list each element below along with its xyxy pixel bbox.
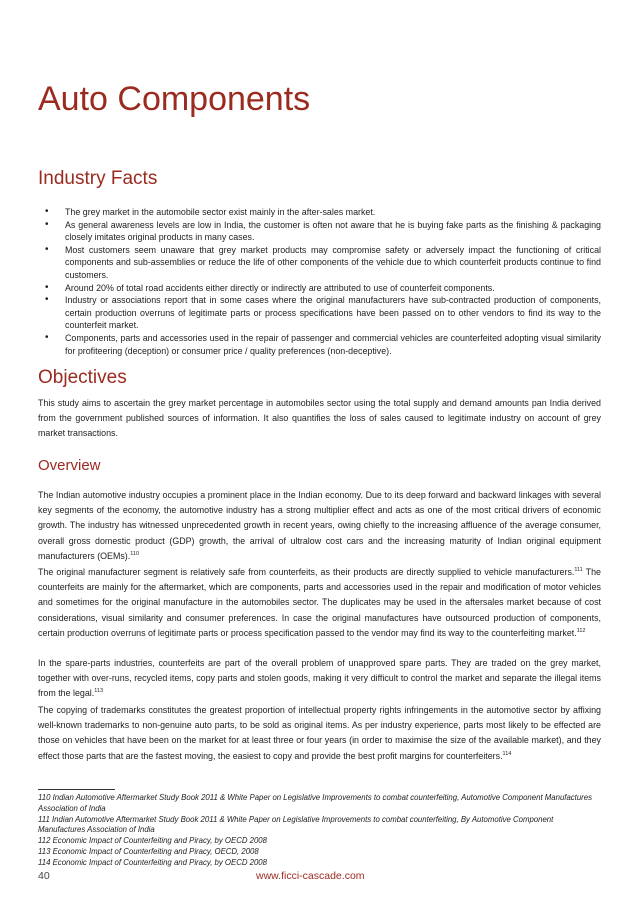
list-item: • Around 20% of total road accidents either directly or indirectly are attributed to use of counterfeit components. xyxy=(38,282,601,295)
footnote-item: 113 Economic Impact of Counterfeiting and Piracy, OECD, 2008 xyxy=(38,846,259,856)
overview-heading: Overview xyxy=(38,457,101,474)
list-item: • Industry or associations report that in some cases where the original manufacturers have sub-contracted production of components, certain production overruns of legitimate parts or process specifications have been passed on to other vendors to find its way to the counterfeit market. xyxy=(38,294,601,332)
objectives-paragraph: This study aims to ascertain the grey market percentage in automobiles sector using the total supply and demand amounts pan India derived from the government published sources of information. It also quantifies the loss of sales caused to legitimate industry on account of grey market transactions. xyxy=(38,398,601,439)
paragraph-text: In the spare-parts industries, counterfeits are part of the overall problem of unapproved spare parts. They are traded on the grey market, together with over-runs, recycled items, copy parts and stolen goods, making it very difficult to control the market and separate the illegal items from the legal. xyxy=(38,658,601,699)
footnote-item: 110 Indian Automotive Aftermarket Study Book 2011 & White Paper on Legislative Improvements to combat counterfeiting, Automotive Component Manufactures Association of India xyxy=(38,793,593,813)
footnote-ref: 113 xyxy=(94,688,104,695)
overview-paragraph-3 xyxy=(38,656,601,702)
page-title: Auto Components xyxy=(38,80,311,118)
list-item: • As general awareness levels are low in India, the customer is often not aware that he is buying fake parts as the finishing & packaging closely imitates original products in many cases. xyxy=(38,219,601,244)
footnote-ref: 111 xyxy=(574,567,583,574)
paragraph-text: The Indian automotive industry occupies a prominent place in the Indian economy. Due to its deep forward and backward linkages with several key segments of the economy, the automotive industry has a strong multiplier effect and acts as one of the most critical drivers of economic growth. The industry has witnessed unprecedented growth in recent years, owing chiefly to the increasing affluence of the average consumer, overall gross domestic product (GDP) growth, the arrival of ultralow cost cars and the increasing maturity of Indian original equipment manufacturers (OEMs). xyxy=(38,490,601,561)
list-item: • Most customers seem unaware that grey market products may compromise safety or adversely impact the functioning of critical components and sub-assemblies or reduce the life of other components of the vehicle due to which counterfeit products continue to find customers. xyxy=(38,244,601,282)
footnote-divider xyxy=(38,789,115,790)
footnote-item: 112 Economic Impact of Counterfeiting and Piracy, by OECD 2008 xyxy=(38,836,267,846)
paragraph-text: The counterfeits are mainly for the aftermarket, which are components, parts and accessories used in the repair and modification of motor vehicles and sometimes for the original manufacture in the automobiles sector. The duplicates may be used in the aftersales market because of cost considerations, visual similarity and consumer preferences. In case the original manufactures have outsourced production of components, certain production overruns of legitimate parts or process specification passed to the vendor may find its way to the counterfeiting market. xyxy=(38,567,601,638)
footnote-item: 114 Economic Impact of Counterfeiting and Piracy, by OECD 2008 xyxy=(38,857,267,867)
paragraph-text: The copying of trademarks constitutes the greatest proportion of intellectual property rights infringements in the automotive sector by affixing well-known trademarks to non-genuine auto parts, to be sold as original items. As per industry experience, parts most likely to be effected are those on vehicles that have been on the market for at least three or four years (in order to maximise the size of the available market), and they effect those parts that are the fastest moving, the easiest to copy and provide the best profit margins for counterfeiters. xyxy=(38,705,601,761)
overview-paragraph-1 xyxy=(38,488,601,564)
industry-facts-heading: Industry Facts xyxy=(38,168,158,189)
objectives-heading: Objectives xyxy=(38,367,127,388)
footnote-item: 111 Indian Automotive Aftermarket Study Book 2011 & White Paper on Legislative Improvements to combat counterfeiting, By Automotive Component Manufactures Association of India xyxy=(38,814,554,835)
list-item: • The grey market in the automobile sector exist mainly in the after-sales market. xyxy=(38,206,601,219)
footnotes xyxy=(38,793,601,869)
page-number: 40 xyxy=(38,870,50,882)
industry-facts-list xyxy=(38,206,601,357)
footnote-ref: 110 xyxy=(130,550,140,557)
paragraph-text: The original manufacturer segment is relatively safe from counterfeits, as their products are directly supplied to vehicle manufacturers. xyxy=(38,567,575,577)
overview-paragraph-4 xyxy=(38,703,601,764)
footnote-ref: 114 xyxy=(502,750,512,757)
website-link[interactable]: www.ficci-cascade.com xyxy=(256,870,365,882)
overview-paragraph-2 xyxy=(38,565,601,641)
list-item: • Components, parts and accessories used in the repair of passenger and commercial vehicles are counterfeited adopting visual similarity for profiteering (deception) or consumer price / quality preferences (non-deceptive). xyxy=(38,332,601,357)
footnote-ref: 112 xyxy=(576,627,586,634)
